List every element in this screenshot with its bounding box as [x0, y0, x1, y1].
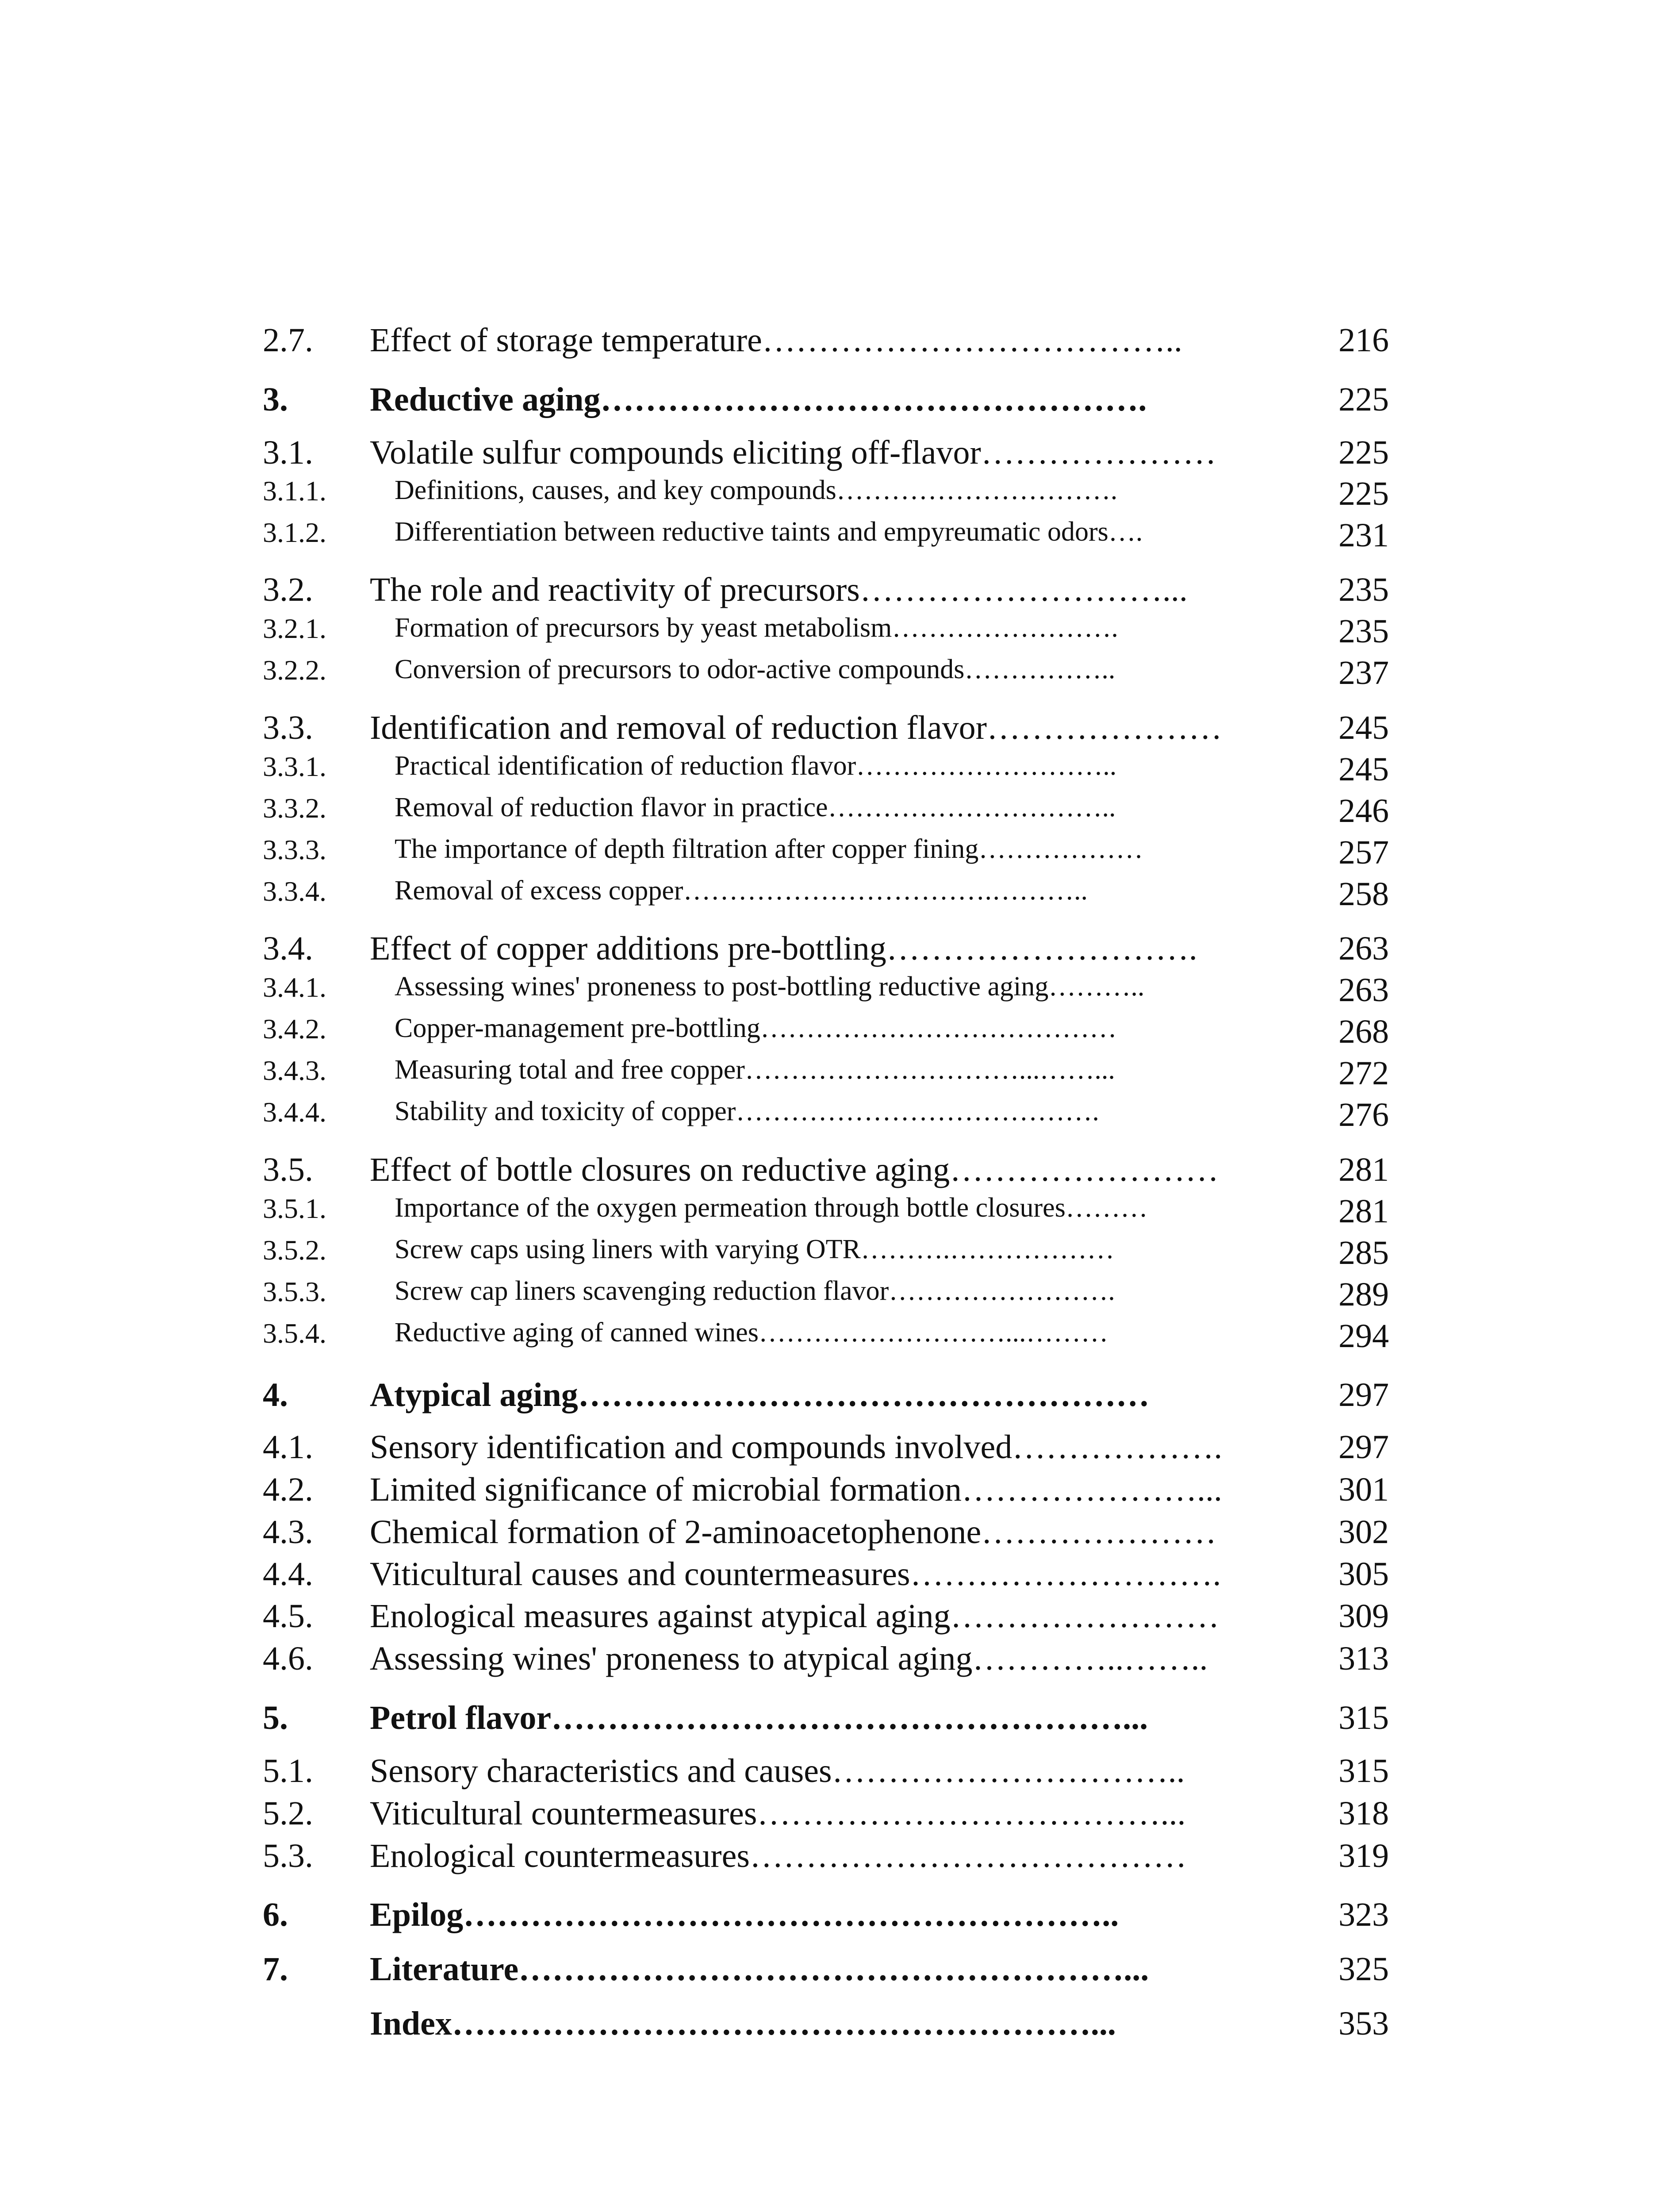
toc-entry-page-number: 297 — [1338, 1376, 1389, 1413]
toc-entry-number: 7. — [263, 1951, 288, 1988]
toc-entry-number: 6. — [263, 1896, 288, 1933]
toc-entry-page-number: 323 — [1338, 1896, 1389, 1933]
toc-entry-title: Sensory identification and compounds involved………………. — [370, 1429, 1223, 1466]
toc-entry-number: 5.3. — [263, 1837, 313, 1874]
toc-entry-title: Effect of copper additions pre-bottling………………………. — [370, 930, 1197, 967]
toc-entry-title: Chemical formation of 2-aminoacetophenone………………… — [370, 1513, 1217, 1551]
toc-entry-title: Formation of precursors by yeast metabolism……………………. — [395, 613, 1118, 643]
toc-entry-title: Sensory characteristics and causes………………………….. — [370, 1752, 1185, 1790]
toc-entry-number: 3.3. — [263, 709, 313, 746]
toc-entry-number: 4. — [263, 1376, 288, 1413]
toc-entry-title: Effect of bottle closures on reductive aging…………………… — [370, 1151, 1219, 1188]
toc-entry-number: 3.5.4. — [263, 1317, 326, 1349]
toc-entry-title: Viticultural countermeasures………………………………... — [370, 1795, 1186, 1832]
toc-entry-page-number: 325 — [1338, 1951, 1389, 1988]
toc-entry-title: Identification and removal of reduction flavor………………… — [370, 709, 1222, 746]
toc-entry-page-number: 257 — [1338, 834, 1389, 871]
toc-entry-page-number: 305 — [1338, 1555, 1389, 1593]
toc-entry-page-number: 225 — [1338, 475, 1389, 512]
toc-entry-number: 3.3.2. — [263, 792, 326, 824]
toc-entry-title: Differentiation between reductive taints and empyreumatic odors…. — [395, 517, 1143, 547]
toc-entry-number: 3.4.3. — [263, 1055, 326, 1086]
toc-entry-number: 3.1.1. — [263, 475, 326, 507]
toc-entry-title: Assessing wines' proneness to post-bottling reductive aging……….. — [395, 972, 1145, 1002]
toc-entry-number: 3.3.4. — [263, 876, 326, 907]
toc-entry-number: 3.5.3. — [263, 1276, 326, 1307]
toc-entry-page-number: 272 — [1338, 1055, 1389, 1092]
toc-entry-title: Measuring total and free copper…………………………...……... — [395, 1055, 1115, 1085]
toc-entry-title: Atypical aging…………………………………………… — [370, 1376, 1150, 1413]
toc-entry-page-number: 281 — [1338, 1193, 1389, 1230]
toc-entry-page-number: 245 — [1338, 709, 1389, 746]
toc-entry-page-number: 294 — [1338, 1317, 1389, 1355]
toc-entry-page-number: 258 — [1338, 876, 1389, 913]
toc-entry-page-number: 246 — [1338, 792, 1389, 830]
toc-entry-page-number: 245 — [1338, 751, 1389, 788]
toc-entry-page-number: 276 — [1338, 1096, 1389, 1133]
toc-entry-number: 5.2. — [263, 1795, 313, 1832]
toc-entry-title: Volatile sulfur compounds eliciting off-flavor………………… — [370, 434, 1216, 471]
toc-entry-number: 3.2.2. — [263, 654, 326, 686]
toc-entry-title: Enological countermeasures………………………………… — [370, 1837, 1187, 1874]
toc-entry-number: 3.3.3. — [263, 834, 326, 865]
toc-entry-title: Effect of storage temperature……………………………….. — [370, 322, 1182, 359]
toc-entry-title: Reductive aging…………………………………………. — [370, 381, 1147, 418]
toc-entry-page-number: 225 — [1338, 434, 1389, 471]
toc-entry-title: Definitions, causes, and key compounds…………………………. — [395, 475, 1118, 505]
toc-entry-page-number: 285 — [1338, 1234, 1389, 1271]
toc-entry-page-number: 315 — [1338, 1699, 1389, 1736]
toc-entry-number: 3.4.4. — [263, 1096, 326, 1128]
toc-entry-title: Practical identification of reduction flavor……………………….. — [395, 751, 1117, 781]
toc-entry-title: Literature………………………………………………... — [370, 1951, 1149, 1988]
toc-entry-page-number: 235 — [1338, 571, 1389, 608]
toc-entry-number: 2.7. — [263, 322, 313, 359]
toc-entry-page-number: 319 — [1338, 1837, 1389, 1874]
toc-entry-title: Limited significance of microbial formation…………………... — [370, 1471, 1223, 1508]
toc-entry-title: Screw cap liners scavenging reduction flavor……………………. — [395, 1276, 1115, 1306]
toc-entry-page-number: 263 — [1338, 972, 1389, 1009]
toc-entry-page-number: 313 — [1338, 1640, 1389, 1677]
toc-entry-page-number: 281 — [1338, 1151, 1389, 1188]
toc-entry-page-number: 353 — [1338, 2005, 1389, 2042]
toc-entry-page-number: 225 — [1338, 381, 1389, 418]
toc-entry-number: 4.3. — [263, 1513, 313, 1551]
toc-entry-title: Stability and toxicity of copper…………………………………. — [395, 1096, 1099, 1126]
toc-entry-number: 3.4.2. — [263, 1013, 326, 1045]
toc-entry-number: 3.3.1. — [263, 751, 326, 782]
toc-entry-title: Assessing wines' proneness to atypical aging…………..…….. — [370, 1640, 1208, 1677]
toc-entry-title: Removal of excess copper…………………………….……….. — [395, 876, 1088, 906]
toc-entry-number: 3.2. — [263, 571, 313, 608]
toc-entry-page-number: 231 — [1338, 517, 1389, 554]
toc-entry-page-number: 309 — [1338, 1598, 1389, 1635]
toc-entry-number: 4.2. — [263, 1471, 313, 1508]
toc-entry-title: Reductive aging of canned wines………………………...……… — [395, 1317, 1108, 1348]
toc-entry-page-number: 289 — [1338, 1276, 1389, 1313]
toc-entry-number: 5.1. — [263, 1752, 313, 1790]
toc-entry-page-number: 301 — [1338, 1471, 1389, 1508]
toc-entry-page-number: 302 — [1338, 1513, 1389, 1551]
toc-entry-number: 3.4. — [263, 930, 313, 967]
toc-entry-title: Removal of reduction flavor in practice………………………….. — [395, 792, 1116, 822]
toc-entry-number: 4.6. — [263, 1640, 313, 1677]
toc-entry-page-number: 318 — [1338, 1795, 1389, 1832]
toc-entry-title: Importance of the oxygen permeation through bottle closures……… — [395, 1193, 1148, 1223]
toc-entry-title: Screw caps using liners with varying OTR……….……………… — [395, 1234, 1115, 1264]
toc-entry-title: The role and reactivity of precursors………………………... — [370, 571, 1188, 608]
toc-entry-number: 4.4. — [263, 1555, 313, 1593]
toc-entry-number: 4.5. — [263, 1598, 313, 1635]
toc-entry-title: The importance of depth filtration after copper fining……………… — [395, 834, 1143, 864]
toc-entry-page-number: 268 — [1338, 1013, 1389, 1050]
toc-entry-number: 3.1.2. — [263, 517, 326, 548]
toc-entry-title: Copper-management pre-bottling………………………………… — [395, 1013, 1117, 1043]
toc-entry-number: 5. — [263, 1699, 288, 1736]
toc-entry-title: Epilog………………………………………………….. — [370, 1896, 1119, 1933]
toc-entry-number: 4.1. — [263, 1429, 313, 1466]
toc-entry-page-number: 216 — [1338, 322, 1389, 359]
toc-entry-number: 3.5. — [263, 1151, 313, 1188]
toc-entry-title: Enological measures against atypical aging…………………… — [370, 1598, 1219, 1635]
toc-entry-page-number: 237 — [1338, 654, 1389, 691]
toc-entry-number: 3.1. — [263, 434, 313, 471]
toc-entry-title: Petrol flavor……………………………………………... — [370, 1699, 1148, 1736]
toc-entry-title: Viticultural causes and countermeasures………………………. — [370, 1555, 1221, 1593]
toc-entry-number: 3.5.1. — [263, 1193, 326, 1224]
toc-entry-page-number: 297 — [1338, 1429, 1389, 1466]
toc-entry-number: 3.4.1. — [263, 972, 326, 1003]
toc-entry-page-number: 315 — [1338, 1752, 1389, 1790]
toc-entry-number: 3.2.1. — [263, 613, 326, 644]
toc-entry-page-number: 235 — [1338, 613, 1389, 650]
toc-entry-number: 3. — [263, 381, 288, 418]
toc-entry-title: Index…………………………………………………... — [370, 2005, 1116, 2042]
toc-entry-page-number: 263 — [1338, 930, 1389, 967]
toc-entry-number: 3.5.2. — [263, 1234, 326, 1266]
toc-entry-title: Conversion of precursors to odor-active compounds…………….. — [395, 654, 1116, 684]
